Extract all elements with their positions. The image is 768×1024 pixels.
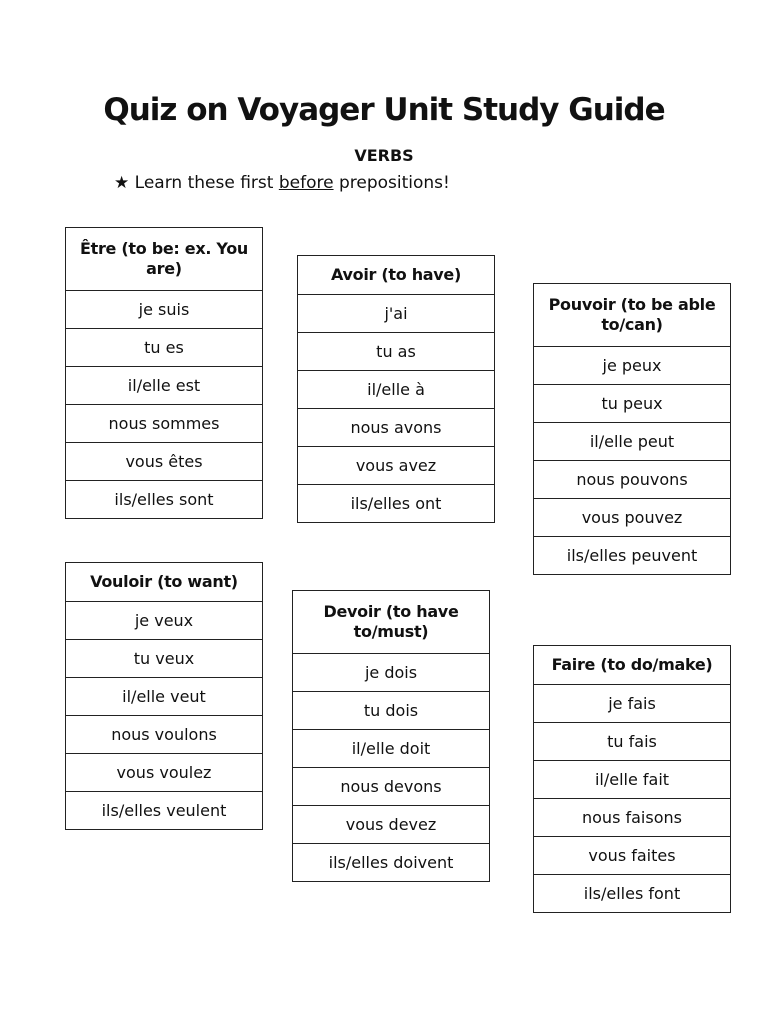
conjugation-cell: vous voulez (66, 754, 263, 792)
verb-table-header: Faire (to do/make) (534, 646, 731, 685)
conjugation-cell: nous devons (293, 768, 490, 806)
conjugation-cell: je suis (66, 291, 263, 329)
note-underlined-word: before (278, 173, 334, 193)
section-heading: VERBS (354, 146, 414, 165)
conjugation-cell: nous avons (298, 409, 495, 447)
conjugation-cell: tu dois (293, 692, 490, 730)
note-text-start: Learn these first (129, 173, 279, 193)
conjugation-cell: je veux (66, 602, 263, 640)
verb-table-header: Pouvoir (to be able to/can) (534, 284, 731, 347)
conjugation-cell: il/elle est (66, 367, 263, 405)
conjugation-cell: nous pouvons (534, 461, 731, 499)
conjugation-cell: tu veux (66, 640, 263, 678)
verb-table-header: Être (to be: ex. You are) (66, 228, 263, 291)
conjugation-cell: ils/elles veulent (66, 792, 263, 830)
conjugation-cell: vous faites (534, 837, 731, 875)
conjugation-cell: tu fais (534, 723, 731, 761)
conjugation-cell: ils/elles sont (66, 481, 263, 519)
verb-table-header: Vouloir (to want) (66, 563, 263, 602)
conjugation-cell: vous avez (298, 447, 495, 485)
verb-table-header: Avoir (to have) (298, 256, 495, 295)
verb-table-devoir (292, 590, 490, 882)
conjugation-cell: nous voulons (66, 716, 263, 754)
conjugation-cell: il/elle peut (534, 423, 731, 461)
star-icon: ★ (114, 173, 130, 193)
conjugation-cell: ils/elles doivent (293, 844, 490, 882)
study-note (114, 173, 450, 193)
note-text-end: prepositions! (333, 173, 450, 193)
verb-table-faire (533, 645, 731, 913)
conjugation-cell: ils/elles ont (298, 485, 495, 523)
conjugation-cell: j'ai (298, 295, 495, 333)
conjugation-cell: tu as (298, 333, 495, 371)
verb-table-pouvoir (533, 283, 731, 575)
conjugation-cell: il/elle doit (293, 730, 490, 768)
conjugation-cell: il/elle fait (534, 761, 731, 799)
conjugation-cell: il/elle à (298, 371, 495, 409)
conjugation-cell: ils/elles peuvent (534, 537, 731, 575)
conjugation-cell: ils/elles font (534, 875, 731, 913)
verb-table-header: Devoir (to have to/must) (293, 591, 490, 654)
conjugation-cell: vous pouvez (534, 499, 731, 537)
conjugation-cell: tu peux (534, 385, 731, 423)
verb-table-etre (65, 227, 263, 519)
conjugation-cell: vous devez (293, 806, 490, 844)
page-title: Quiz on Voyager Unit Study Guide (103, 92, 665, 128)
conjugation-cell: vous êtes (66, 443, 263, 481)
conjugation-cell: il/elle veut (66, 678, 263, 716)
verb-table-avoir (297, 255, 495, 523)
conjugation-cell: tu es (66, 329, 263, 367)
verb-table-vouloir (65, 562, 263, 830)
conjugation-cell: je dois (293, 654, 490, 692)
conjugation-cell: je fais (534, 685, 731, 723)
conjugation-cell: je peux (534, 347, 731, 385)
conjugation-cell: nous sommes (66, 405, 263, 443)
conjugation-cell: nous faisons (534, 799, 731, 837)
